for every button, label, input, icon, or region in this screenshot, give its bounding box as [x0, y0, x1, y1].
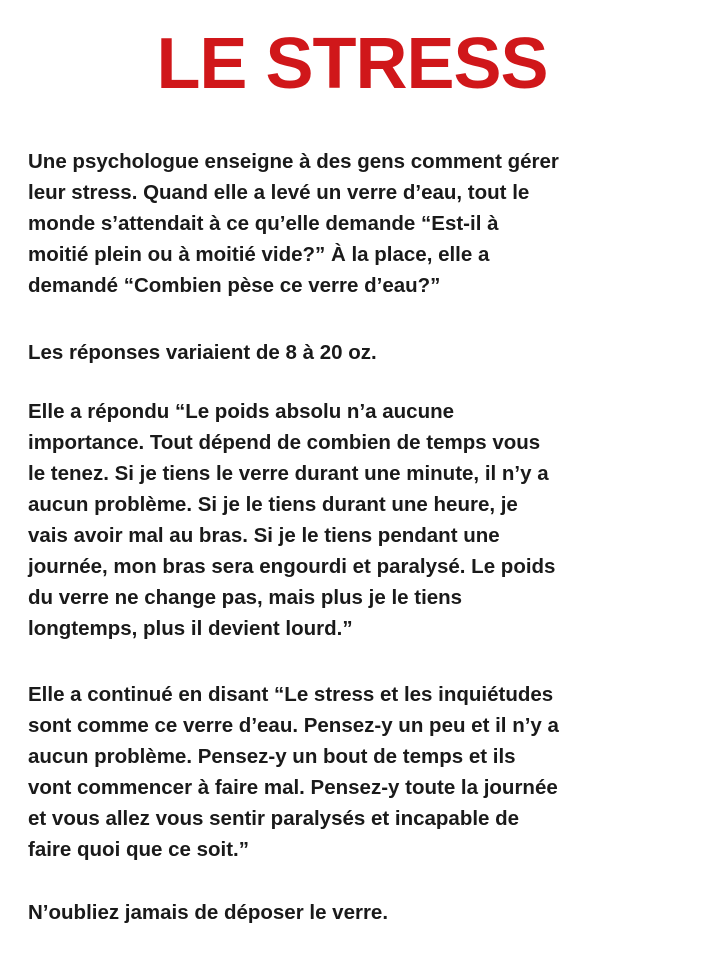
- text-line: et vous allez vous sentir paralysés et incapable de: [28, 807, 520, 830]
- paragraph-reply: [28, 396, 690, 644]
- text-line: aucun problème. Pensez-y un bout de temps et ils: [28, 745, 516, 768]
- text-line: aucun problème. Si je le tiens durant une heure, je: [28, 493, 518, 516]
- paragraph-answers: [28, 337, 690, 368]
- text-line: le tenez. Si je tiens le verre durant une minute, il n’y a: [28, 462, 549, 485]
- text-line: vais avoir mal au bras. Si je le tiens pendant une: [28, 524, 500, 547]
- text-line: longtemps, plus il devient lourd.”: [28, 617, 353, 640]
- text-line: faire quoi que ce soit.”: [28, 838, 249, 861]
- text-line: importance. Tout dépend de combien de temps vous: [28, 431, 541, 454]
- text-line: vont commencer à faire mal. Pensez-y toute la journée: [28, 776, 558, 799]
- text-line: Les réponses variaient de 8 à 20 oz.: [28, 341, 377, 364]
- text-line: N’oubliez jamais de déposer le verre.: [28, 901, 389, 924]
- text-line: du verre ne change pas, mais plus je le tiens: [28, 586, 463, 609]
- text-line: leur stress. Quand elle a levé un verre d’eau, tout le: [28, 181, 530, 204]
- text-line: moitié plein ou à moitié vide?” À la place, elle a: [28, 243, 490, 266]
- text-line: Elle a répondu “Le poids absolu n’a aucune: [28, 400, 455, 423]
- text-line: Une psychologue enseigne à des gens comment gérer: [28, 150, 559, 173]
- paragraph-continued: [28, 679, 690, 865]
- page-title: LE STRESS: [156, 24, 548, 104]
- text-line: demandé “Combien pèse ce verre d’eau?”: [28, 274, 441, 297]
- text-line: Elle a continué en disant “Le stress et les inquiétudes: [28, 683, 554, 706]
- paragraph-intro: [28, 146, 690, 301]
- text-line: monde s’attendait à ce qu’elle demande “Est-il à: [28, 212, 499, 235]
- text-line: sont comme ce verre d’eau. Pensez-y un peu et il n’y a: [28, 714, 559, 737]
- paragraph-conclusion: [28, 897, 690, 928]
- text-line: journée, mon bras sera engourdi et paralysé. Le poids: [28, 555, 556, 578]
